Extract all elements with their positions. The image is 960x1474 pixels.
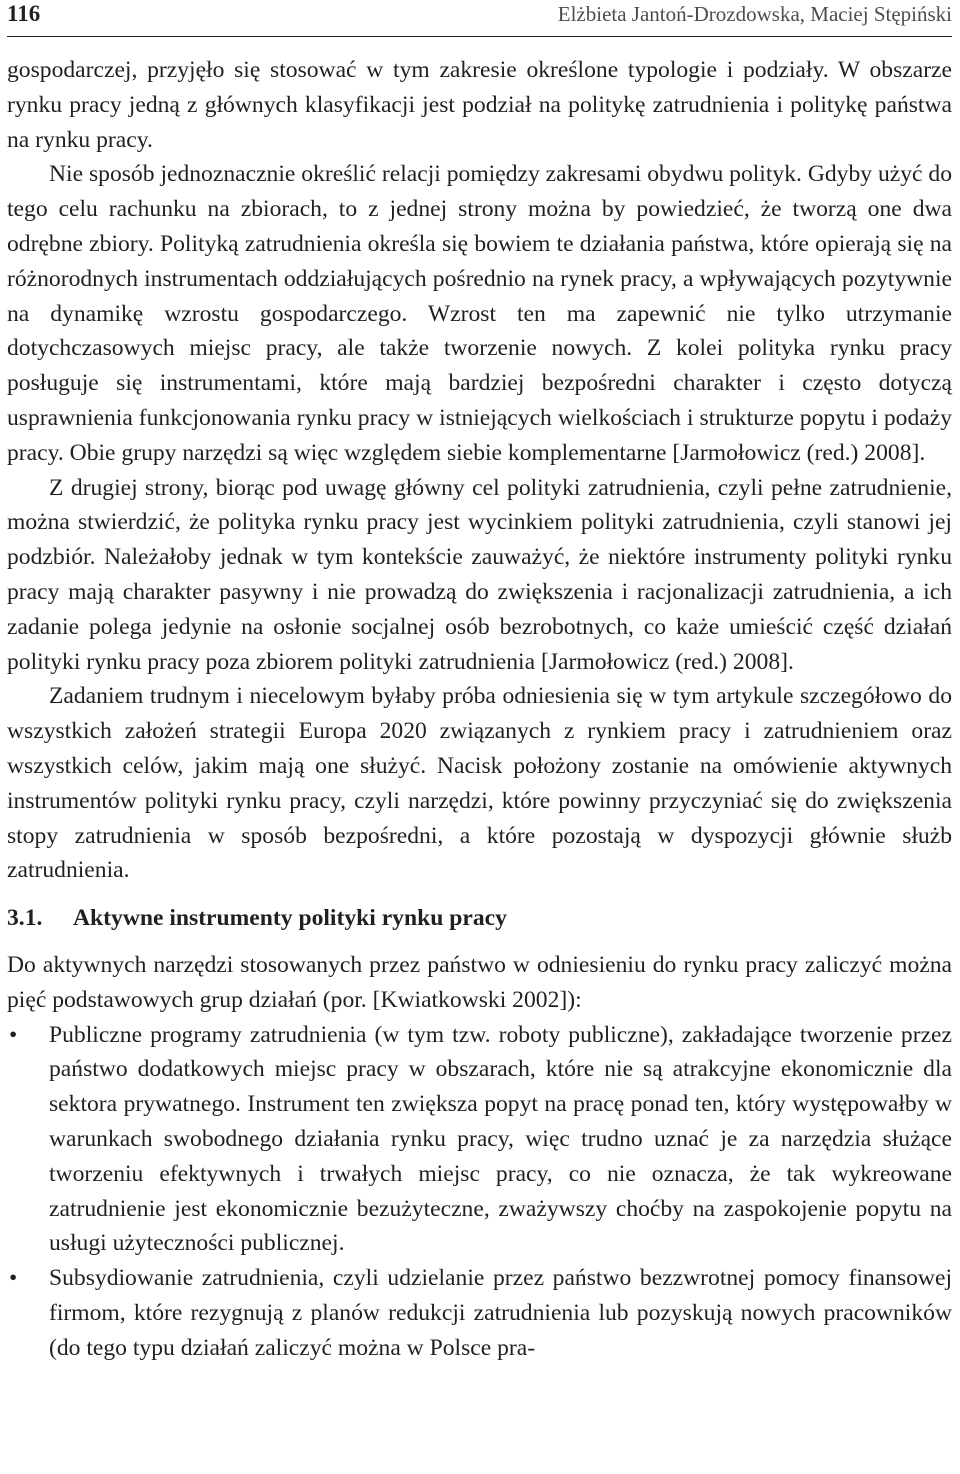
list-item-text: Publiczne programy zatrudnienia (w tym tzw. roboty publiczne), zakładające tworzenie przez państwo dodatkowych miejsc pracy w obszarach, które nie są atrakcyjne ekonomicznie dla sektora prywatnego. Instrument ten zwiększa popyt na pracę ponad ten, który występowałby w warunkach swobodnego działania rynku pracy, więc trudno uznać je za narzędzia służące tworzeniu efektywnych i trwałych miejsc pracy, co nie oznacza, że tak wykreowane zatrudnienie jest ekonomicznie bezużyteczne, zważywszy choćby na zaspokojenie popytu na usługi użyteczności publicznej.	[49, 1021, 952, 1257]
running-header-authors: Elżbieta Jantoń-Drozdowska, Maciej Stępiński	[557, 2, 952, 26]
list-item	[7, 1018, 952, 1262]
section-intro: Do aktywnych narzędzi stosowanych przez państwo w odniesieniu do rynku pracy zaliczyć można pięć podstawowych grup działań (por. [Kwiatkowski 2002]):	[7, 951, 952, 1013]
running-header	[7, 0, 952, 34]
list-item-text: Subsydiowanie zatrudnienia, czyli udzielanie przez państwo bezzwrotnej pomocy finansowej firmom, które rezygnują z planów redukcji zatrudnienia lub pozyskują nowych pracowników (do tego typu działań zaliczyć można w Polsce pra-	[49, 1265, 952, 1361]
bullet-icon: •	[9, 1265, 18, 1292]
page-number: 116	[7, 1, 41, 26]
bullet-icon: •	[9, 1021, 18, 1048]
section-heading	[7, 901, 952, 936]
section-number: 3.1.	[7, 905, 43, 932]
section-title: Aktywne instrumenty polityki rynku pracy	[73, 905, 507, 932]
paragraph: Zadaniem trudnym i niecelowym byłaby próba odniesienia się w tym artykule szczegółowo do wszystkich założeń strategii Europa 2020 związanych z rynkiem pracy i zatrudnieniem oraz wszystkich celów, jakim mają one służyć. Nacisk położony zostanie na omówienie aktywnych instrumentów polityki rynku pracy, czyli narzędzi, które powinny przyczyniać się do zwiększenia stopy zatrudnienia w sposób bezpośredni, a które pozostają w dyspozycji głównie służb zatrudnienia.	[7, 683, 952, 884]
body-text	[7, 53, 952, 1365]
paragraph: Z drugiej strony, biorąc pod uwagę główny cel polityki zatrudnienia, czyli pełne zatrudnienie, można stwierdzić, że polityka rynku pracy jest wycinkiem polityki zatrudnienia, czyli stanowi jej podzbiór. Należałoby jednak w tym kontekście zauważyć, że niektóre instrumenty polityki rynku pracy mają charakter pasywny i nie prowadzą do zwiększenia i racjonalizacji zatrudnienia, a ich zadanie polega jedynie na osłonie socjalnej osób bezrobotnych, co każe umieścić część działań polityki rynku pracy poza zbiorem polityki zatrudnienia [Jarmołowicz (red.) 2008].	[7, 474, 952, 675]
list-item	[7, 1261, 952, 1365]
paragraph: Nie sposób jednoznacznie określić relacji pomiędzy zakresami obydwu polityk. Gdyby użyć do tego celu rachunku na zbiorach, to z jednej strony można by powiedzieć, że tworzą one dwa odrębne zbiory. Polityką zatrudnienia określa się bowiem te działania państwa, które opierają się na różnorodnych instrumentach oddziałujących pośrednio na rynek pracy, a wpływających pozytywnie na dynamikę wzrostu gospodarczego. Wzrost ten ma zapewnić nie tylko utrzymanie dotychczasowych miejsc pracy, ale także tworzenie nowych. Z kolei polityka rynku pracy posługuje się instrumentami, które mają bardziej bezpośredni charakter i często dotyczą usprawnienia funkcjonowania rynku pracy w istniejących wielkościach i strukturze popytu i podaży pracy. Obie grupy narzędzi są więc względem siebie komplementarne [Jarmołowicz (red.) 2008].	[7, 161, 952, 466]
paragraph: gospodarczej, przyjęło się stosować w tym zakresie określone typologie i podziały. W obszarze rynku pracy jedną z głównych klasyfikacji jest podział na politykę zatrudnienia i politykę państwa na rynku pracy.	[7, 57, 952, 153]
header-divider	[7, 36, 952, 37]
bullet-list	[7, 1018, 952, 1366]
